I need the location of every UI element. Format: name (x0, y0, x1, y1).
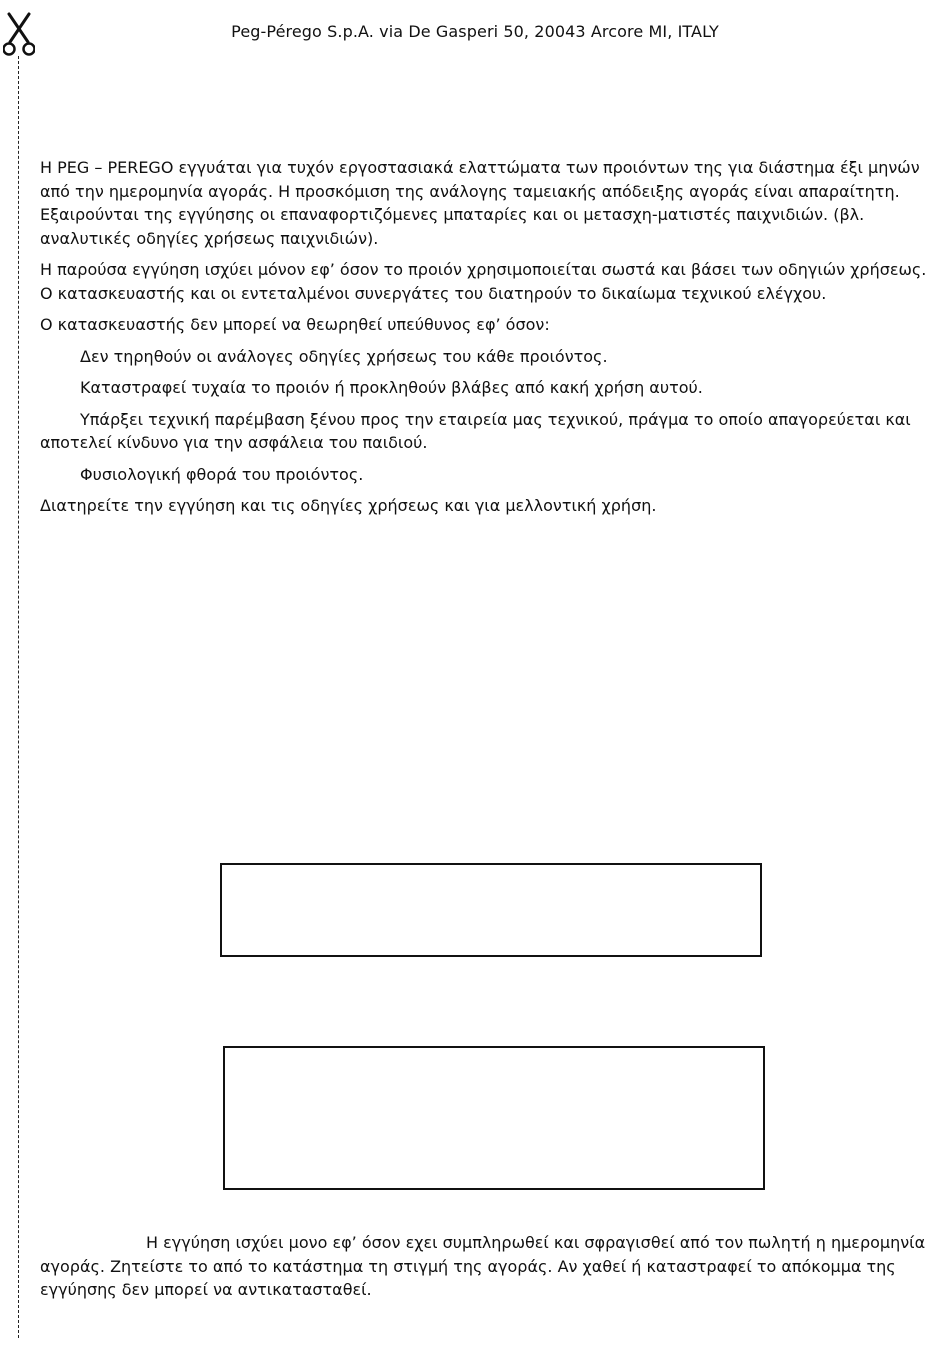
exclusion-condition: Φυσιολογική φθορά του προιόντος. (80, 464, 364, 484)
exclusion-condition: Υπάρξει τεχνική παρέμβαση ξένου προς την εταιρεία μας τεχνικού, πράγμα το οποίο απαγορεύεται και αποτελεί κίνδυνο για την ασφάλεια του παιδιού. (40, 409, 911, 452)
exclusion-condition: Καταστραφεί τυχαία το προιόν ή προκληθούν βλάβες από κακή χρήση αυτού. (80, 378, 703, 397)
warranty-paragraph: Η PEG – PEREGO εγγυάται για τυχόν εργοστασιακά ελαττώματα των προιόντων της για διάστημα έξι μηνών από την ημερομηνία αγοράς. Η προσκόμιση της ανάλογης ταμειακής απόδειξης αγοράς είναι απαραίτητη. Εξαιρούνται της εγγύησης οι επαναφορτιζόμενες μπαταρίες και οι μετασχη-ματιστές παιχνιδιών. (βλ. αναλυτικές οδηγίες χρήσεως παιχνιδιών). (40, 158, 920, 248)
company-address: Peg-Pérego S.p.A. via De Gasperi 50, 20043 Arcore MI, ITALY (231, 22, 719, 41)
purchase-date-box[interactable] (220, 863, 762, 957)
cut-line (18, 56, 19, 1338)
footer-note: Η εγγύηση ισχύει μονο εφ’ όσον εχει συμπληρωθεί και σφραγισθεί από τον πωλητή η ημερομηνία αγοράς. Ζητείστε το από το κατάστημα τη στιγμή της αγοράς. Αν χαθεί ή καταστραφεί το απόκομμα της εγγύησης δεν μπορεί να αντικατασταθεί. (40, 1233, 926, 1299)
warranty-paragraph: Ο κατασκευαστής δεν μπορεί να θεωρηθεί υπεύθυνος εφ’ όσον: (40, 315, 550, 334)
closing-note: Διατηρείτε την εγγύηση και τις οδηγίες χρήσεως και για μελλοντική χρήση. (40, 496, 657, 515)
dealer-stamp-box[interactable] (223, 1046, 765, 1190)
exclusion-condition: Δεν τηρηθούν οι ανάλογες οδηγίες χρήσεως του κάθε προιόντος. (80, 346, 608, 366)
warranty-text (40, 156, 928, 526)
warranty-paragraph: Η παρούσα εγγύηση ισχύει μόνον εφ’ όσον το προιόν χρησιμοποιείται σωστά και βάσει των οδηγιών χρήσεως. Ο κατασκευαστής και οι εντεταλμένοι συνεργάτες του διατηρούν το δικαίωμα τεχνικού ελέγχου. (40, 260, 927, 303)
